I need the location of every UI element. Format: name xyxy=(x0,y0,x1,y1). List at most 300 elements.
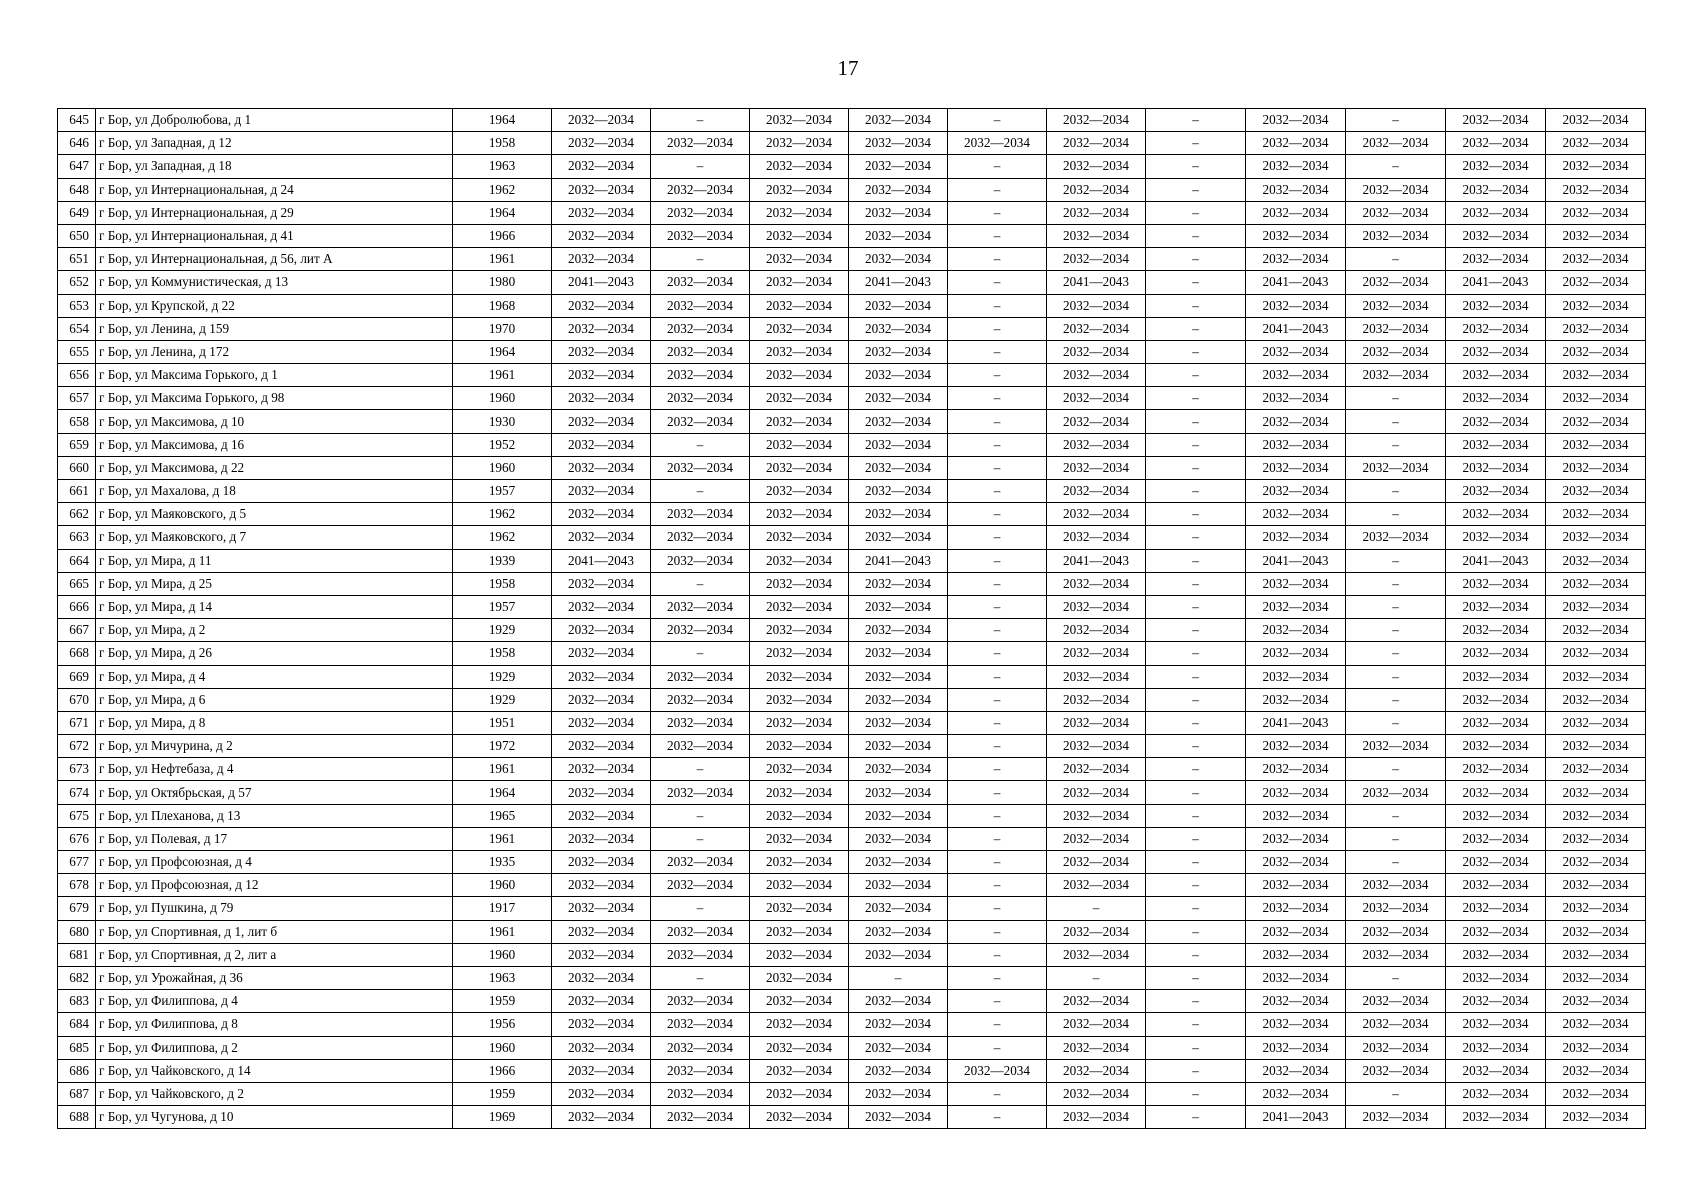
cell-term-4: 2032—2034 xyxy=(849,619,948,642)
cell-address: г Бор, ул Чайковского, д 14 xyxy=(96,1059,453,1082)
cell-build-year: 1956 xyxy=(453,1013,552,1036)
cell-term-4: 2032—2034 xyxy=(849,827,948,850)
cell-term-3: 2032—2034 xyxy=(750,1106,849,1129)
cell-term-8: 2032—2034 xyxy=(1246,410,1346,433)
cell-term-10: 2032—2034 xyxy=(1446,572,1546,595)
cell-term-11: 2032—2034 xyxy=(1546,387,1646,410)
cell-term-6: 2032—2034 xyxy=(1047,1059,1146,1082)
cell-term-4: 2032—2034 xyxy=(849,317,948,340)
cell-term-9: – xyxy=(1346,595,1446,618)
cell-row-number: 645 xyxy=(58,109,96,132)
cell-term-8: 2032—2034 xyxy=(1246,248,1346,271)
cell-term-1: 2032—2034 xyxy=(552,990,651,1013)
cell-build-year: 1957 xyxy=(453,595,552,618)
cell-term-6: 2032—2034 xyxy=(1047,642,1146,665)
cell-build-year: 1960 xyxy=(453,387,552,410)
cell-row-number: 686 xyxy=(58,1059,96,1082)
cell-term-2: – xyxy=(651,758,750,781)
cell-term-10: 2032—2034 xyxy=(1446,109,1546,132)
cell-row-number: 648 xyxy=(58,178,96,201)
cell-term-9: 2032—2034 xyxy=(1346,456,1446,479)
cell-term-5: – xyxy=(948,943,1047,966)
cell-address: г Бор, ул Мира, д 4 xyxy=(96,665,453,688)
cell-term-6: 2032—2034 xyxy=(1047,735,1146,758)
cell-term-7: – xyxy=(1146,178,1246,201)
cell-term-8: 2032—2034 xyxy=(1246,943,1346,966)
cell-term-1: 2032—2034 xyxy=(552,294,651,317)
cell-term-3: 2032—2034 xyxy=(750,456,849,479)
table-row xyxy=(58,897,1646,920)
cell-term-11: 2032—2034 xyxy=(1546,572,1646,595)
cell-build-year: 1935 xyxy=(453,851,552,874)
cell-term-3: 2032—2034 xyxy=(750,340,849,363)
table-row xyxy=(58,1036,1646,1059)
cell-address: г Бор, ул Мира, д 11 xyxy=(96,549,453,572)
cell-term-2: – xyxy=(651,155,750,178)
table-row xyxy=(58,758,1646,781)
cell-term-5: – xyxy=(948,619,1047,642)
cell-row-number: 677 xyxy=(58,851,96,874)
cell-term-7: – xyxy=(1146,201,1246,224)
cell-term-2: – xyxy=(651,109,750,132)
cell-row-number: 664 xyxy=(58,549,96,572)
cell-address: г Бор, ул Маяковского, д 5 xyxy=(96,503,453,526)
cell-term-9: – xyxy=(1346,804,1446,827)
cell-term-10: 2032—2034 xyxy=(1446,665,1546,688)
cell-term-6: 2032—2034 xyxy=(1047,990,1146,1013)
cell-term-3: 2032—2034 xyxy=(750,990,849,1013)
cell-term-2: 2032—2034 xyxy=(651,920,750,943)
cell-term-3: 2032—2034 xyxy=(750,410,849,433)
cell-term-3: 2032—2034 xyxy=(750,642,849,665)
cell-term-3: 2032—2034 xyxy=(750,1013,849,1036)
cell-term-6: 2032—2034 xyxy=(1047,178,1146,201)
cell-term-8: 2032—2034 xyxy=(1246,433,1346,456)
cell-term-7: – xyxy=(1146,966,1246,989)
cell-term-5: – xyxy=(948,503,1047,526)
cell-term-5: – xyxy=(948,224,1047,247)
cell-term-1: 2032—2034 xyxy=(552,480,651,503)
cell-term-2: 2032—2034 xyxy=(651,1082,750,1105)
cell-term-9: 2032—2034 xyxy=(1346,1013,1446,1036)
cell-address: г Бор, ул Чугунова, д 10 xyxy=(96,1106,453,1129)
cell-build-year: 1966 xyxy=(453,224,552,247)
cell-term-4: 2032—2034 xyxy=(849,688,948,711)
cell-term-10: 2032—2034 xyxy=(1446,480,1546,503)
cell-term-11: 2032—2034 xyxy=(1546,920,1646,943)
cell-term-10: 2032—2034 xyxy=(1446,688,1546,711)
table-row xyxy=(58,549,1646,572)
cell-term-5: – xyxy=(948,109,1047,132)
cell-build-year: 1966 xyxy=(453,1059,552,1082)
cell-term-4: 2032—2034 xyxy=(849,410,948,433)
cell-term-7: – xyxy=(1146,410,1246,433)
cell-term-3: 2032—2034 xyxy=(750,294,849,317)
cell-term-6: 2032—2034 xyxy=(1047,433,1146,456)
cell-term-2: 2032—2034 xyxy=(651,619,750,642)
cell-term-6: 2032—2034 xyxy=(1047,1036,1146,1059)
cell-term-6: 2041—2043 xyxy=(1047,271,1146,294)
cell-term-4: 2032—2034 xyxy=(849,781,948,804)
cell-term-9: – xyxy=(1346,851,1446,874)
table-row xyxy=(58,224,1646,247)
cell-row-number: 662 xyxy=(58,503,96,526)
cell-term-9: 2032—2034 xyxy=(1346,317,1446,340)
cell-term-8: 2032—2034 xyxy=(1246,155,1346,178)
cell-term-2: 2032—2034 xyxy=(651,364,750,387)
cell-row-number: 688 xyxy=(58,1106,96,1129)
cell-term-1: 2032—2034 xyxy=(552,619,651,642)
cell-term-11: 2032—2034 xyxy=(1546,109,1646,132)
cell-row-number: 655 xyxy=(58,340,96,363)
cell-term-2: 2032—2034 xyxy=(651,456,750,479)
cell-term-3: 2032—2034 xyxy=(750,155,849,178)
cell-term-11: 2032—2034 xyxy=(1546,480,1646,503)
cell-term-1: 2032—2034 xyxy=(552,827,651,850)
cell-term-8: 2032—2034 xyxy=(1246,132,1346,155)
cell-term-6: 2032—2034 xyxy=(1047,711,1146,734)
cell-term-8: 2032—2034 xyxy=(1246,735,1346,758)
housing-register-table xyxy=(57,108,1646,1129)
cell-build-year: 1958 xyxy=(453,132,552,155)
cell-term-9: – xyxy=(1346,155,1446,178)
cell-term-4: 2041—2043 xyxy=(849,549,948,572)
table-row xyxy=(58,1082,1646,1105)
cell-term-1: 2032—2034 xyxy=(552,572,651,595)
cell-term-9: 2032—2034 xyxy=(1346,943,1446,966)
cell-address: г Бор, ул Максимова, д 10 xyxy=(96,410,453,433)
table-row xyxy=(58,248,1646,271)
cell-address: г Бор, ул Махалова, д 18 xyxy=(96,480,453,503)
cell-row-number: 653 xyxy=(58,294,96,317)
cell-address: г Бор, ул Профсоюзная, д 4 xyxy=(96,851,453,874)
cell-build-year: 1968 xyxy=(453,294,552,317)
cell-term-11: 2032—2034 xyxy=(1546,897,1646,920)
cell-term-2: 2032—2034 xyxy=(651,735,750,758)
cell-term-11: 2032—2034 xyxy=(1546,271,1646,294)
cell-term-5: – xyxy=(948,758,1047,781)
cell-term-9: – xyxy=(1346,711,1446,734)
cell-term-3: 2032—2034 xyxy=(750,526,849,549)
cell-row-number: 671 xyxy=(58,711,96,734)
cell-address: г Бор, ул Мира, д 6 xyxy=(96,688,453,711)
cell-row-number: 674 xyxy=(58,781,96,804)
cell-term-11: 2032—2034 xyxy=(1546,248,1646,271)
cell-term-5: – xyxy=(948,665,1047,688)
cell-term-8: 2032—2034 xyxy=(1246,642,1346,665)
cell-address: г Бор, ул Урожайная, д 36 xyxy=(96,966,453,989)
cell-term-1: 2032—2034 xyxy=(552,1059,651,1082)
cell-term-6: 2032—2034 xyxy=(1047,1013,1146,1036)
cell-term-2: 2032—2034 xyxy=(651,851,750,874)
cell-term-10: 2032—2034 xyxy=(1446,595,1546,618)
cell-term-2: 2032—2034 xyxy=(651,178,750,201)
cell-row-number: 683 xyxy=(58,990,96,1013)
cell-term-1: 2032—2034 xyxy=(552,735,651,758)
cell-build-year: 1930 xyxy=(453,410,552,433)
cell-row-number: 651 xyxy=(58,248,96,271)
cell-term-9: 2032—2034 xyxy=(1346,364,1446,387)
cell-term-5: – xyxy=(948,480,1047,503)
cell-term-10: 2032—2034 xyxy=(1446,526,1546,549)
cell-term-4: 2032—2034 xyxy=(849,456,948,479)
cell-term-2: 2032—2034 xyxy=(651,943,750,966)
table-row xyxy=(58,851,1646,874)
cell-term-6: 2032—2034 xyxy=(1047,410,1146,433)
cell-term-11: 2032—2034 xyxy=(1546,827,1646,850)
cell-build-year: 1964 xyxy=(453,109,552,132)
table-row xyxy=(58,874,1646,897)
table-row xyxy=(58,317,1646,340)
cell-build-year: 1961 xyxy=(453,364,552,387)
cell-term-7: – xyxy=(1146,433,1246,456)
table-row xyxy=(58,642,1646,665)
cell-term-8: 2032—2034 xyxy=(1246,503,1346,526)
cell-term-10: 2032—2034 xyxy=(1446,990,1546,1013)
cell-term-7: – xyxy=(1146,688,1246,711)
cell-term-1: 2032—2034 xyxy=(552,364,651,387)
cell-address: г Бор, ул Ленина, д 159 xyxy=(96,317,453,340)
cell-term-8: 2032—2034 xyxy=(1246,201,1346,224)
cell-term-3: 2032—2034 xyxy=(750,735,849,758)
cell-term-8: 2032—2034 xyxy=(1246,990,1346,1013)
cell-term-11: 2032—2034 xyxy=(1546,201,1646,224)
cell-term-1: 2032—2034 xyxy=(552,503,651,526)
cell-term-7: – xyxy=(1146,804,1246,827)
cell-term-5: – xyxy=(948,456,1047,479)
cell-term-9: 2032—2034 xyxy=(1346,920,1446,943)
cell-term-7: – xyxy=(1146,572,1246,595)
cell-term-3: 2032—2034 xyxy=(750,897,849,920)
cell-term-7: – xyxy=(1146,387,1246,410)
table-row xyxy=(58,572,1646,595)
cell-term-10: 2032—2034 xyxy=(1446,340,1546,363)
cell-term-8: 2032—2034 xyxy=(1246,619,1346,642)
cell-build-year: 1951 xyxy=(453,711,552,734)
cell-term-11: 2032—2034 xyxy=(1546,364,1646,387)
cell-term-1: 2032—2034 xyxy=(552,132,651,155)
cell-term-3: 2032—2034 xyxy=(750,271,849,294)
cell-term-9: – xyxy=(1346,387,1446,410)
cell-term-8: 2032—2034 xyxy=(1246,897,1346,920)
cell-term-6: 2032—2034 xyxy=(1047,364,1146,387)
cell-term-6: 2032—2034 xyxy=(1047,480,1146,503)
cell-term-5: – xyxy=(948,781,1047,804)
cell-term-5: – xyxy=(948,1082,1047,1105)
cell-term-5: – xyxy=(948,874,1047,897)
cell-term-3: 2032—2034 xyxy=(750,224,849,247)
cell-term-9: 2032—2034 xyxy=(1346,1036,1446,1059)
cell-term-2: 2032—2034 xyxy=(651,410,750,433)
cell-term-8: 2032—2034 xyxy=(1246,827,1346,850)
cell-term-5: – xyxy=(948,549,1047,572)
table-row xyxy=(58,711,1646,734)
cell-term-10: 2032—2034 xyxy=(1446,201,1546,224)
cell-address: г Бор, ул Добролюбова, д 1 xyxy=(96,109,453,132)
cell-term-10: 2032—2034 xyxy=(1446,364,1546,387)
cell-build-year: 1961 xyxy=(453,920,552,943)
cell-term-2: 2032—2034 xyxy=(651,1013,750,1036)
cell-term-6: 2032—2034 xyxy=(1047,943,1146,966)
cell-term-6: 2032—2034 xyxy=(1047,665,1146,688)
cell-term-7: – xyxy=(1146,827,1246,850)
cell-term-3: 2032—2034 xyxy=(750,1036,849,1059)
cell-term-10: 2032—2034 xyxy=(1446,711,1546,734)
table-row xyxy=(58,456,1646,479)
cell-term-8: 2032—2034 xyxy=(1246,480,1346,503)
cell-term-1: 2032—2034 xyxy=(552,109,651,132)
cell-term-4: 2032—2034 xyxy=(849,178,948,201)
cell-build-year: 1958 xyxy=(453,642,552,665)
cell-term-9: – xyxy=(1346,619,1446,642)
cell-row-number: 667 xyxy=(58,619,96,642)
cell-row-number: 650 xyxy=(58,224,96,247)
cell-term-10: 2032—2034 xyxy=(1446,503,1546,526)
cell-build-year: 1962 xyxy=(453,178,552,201)
cell-term-4: 2032—2034 xyxy=(849,1059,948,1082)
cell-address: г Бор, ул Западная, д 12 xyxy=(96,132,453,155)
cell-term-6: 2032—2034 xyxy=(1047,758,1146,781)
cell-term-4: 2032—2034 xyxy=(849,480,948,503)
cell-term-1: 2032—2034 xyxy=(552,1036,651,1059)
cell-address: г Бор, ул Интернациональная, д 56, лит А xyxy=(96,248,453,271)
cell-term-5: – xyxy=(948,433,1047,456)
table-row xyxy=(58,781,1646,804)
cell-term-2: 2032—2034 xyxy=(651,1059,750,1082)
cell-term-5: – xyxy=(948,294,1047,317)
cell-address: г Бор, ул Крупской, д 22 xyxy=(96,294,453,317)
cell-build-year: 1969 xyxy=(453,1106,552,1129)
cell-term-5: – xyxy=(948,155,1047,178)
cell-term-5: – xyxy=(948,735,1047,758)
cell-term-9: – xyxy=(1346,433,1446,456)
cell-term-2: 2032—2034 xyxy=(651,595,750,618)
cell-term-1: 2032—2034 xyxy=(552,224,651,247)
cell-term-4: 2032—2034 xyxy=(849,294,948,317)
cell-row-number: 676 xyxy=(58,827,96,850)
cell-term-5: – xyxy=(948,1036,1047,1059)
table-row xyxy=(58,364,1646,387)
cell-term-2: – xyxy=(651,642,750,665)
cell-term-6: 2032—2034 xyxy=(1047,1082,1146,1105)
cell-address: г Бор, ул Плеханова, д 13 xyxy=(96,804,453,827)
cell-row-number: 652 xyxy=(58,271,96,294)
cell-build-year: 1963 xyxy=(453,966,552,989)
cell-build-year: 1965 xyxy=(453,804,552,827)
table-row xyxy=(58,132,1646,155)
cell-term-7: – xyxy=(1146,990,1246,1013)
cell-build-year: 1917 xyxy=(453,897,552,920)
cell-term-10: 2032—2034 xyxy=(1446,920,1546,943)
cell-term-8: 2032—2034 xyxy=(1246,1013,1346,1036)
cell-row-number: 658 xyxy=(58,410,96,433)
cell-term-6: 2032—2034 xyxy=(1047,201,1146,224)
cell-term-11: 2032—2034 xyxy=(1546,758,1646,781)
cell-term-8: 2032—2034 xyxy=(1246,526,1346,549)
cell-build-year: 1964 xyxy=(453,340,552,363)
cell-build-year: 1960 xyxy=(453,456,552,479)
cell-term-11: 2032—2034 xyxy=(1546,688,1646,711)
cell-term-11: 2032—2034 xyxy=(1546,549,1646,572)
cell-term-11: 2032—2034 xyxy=(1546,1106,1646,1129)
cell-term-10: 2032—2034 xyxy=(1446,1082,1546,1105)
cell-term-1: 2032—2034 xyxy=(552,410,651,433)
cell-term-5: – xyxy=(948,1013,1047,1036)
cell-term-3: 2032—2034 xyxy=(750,549,849,572)
cell-row-number: 670 xyxy=(58,688,96,711)
cell-row-number: 685 xyxy=(58,1036,96,1059)
cell-term-5: – xyxy=(948,966,1047,989)
cell-build-year: 1962 xyxy=(453,503,552,526)
cell-term-9: 2032—2034 xyxy=(1346,201,1446,224)
table-row xyxy=(58,804,1646,827)
cell-build-year: 1958 xyxy=(453,572,552,595)
cell-term-1: 2032—2034 xyxy=(552,595,651,618)
cell-term-11: 2032—2034 xyxy=(1546,433,1646,456)
table-row xyxy=(58,387,1646,410)
cell-term-1: 2032—2034 xyxy=(552,966,651,989)
cell-term-8: 2032—2034 xyxy=(1246,456,1346,479)
cell-term-3: 2032—2034 xyxy=(750,572,849,595)
cell-address: г Бор, ул Мира, д 14 xyxy=(96,595,453,618)
cell-term-9: – xyxy=(1346,480,1446,503)
cell-term-11: 2032—2034 xyxy=(1546,966,1646,989)
cell-term-4: 2032—2034 xyxy=(849,224,948,247)
cell-term-7: – xyxy=(1146,851,1246,874)
cell-term-4: 2032—2034 xyxy=(849,1036,948,1059)
cell-build-year: 1961 xyxy=(453,758,552,781)
cell-address: г Бор, ул Мира, д 26 xyxy=(96,642,453,665)
cell-term-7: – xyxy=(1146,526,1246,549)
table-row xyxy=(58,920,1646,943)
cell-term-9: 2032—2034 xyxy=(1346,874,1446,897)
cell-term-7: – xyxy=(1146,340,1246,363)
cell-term-3: 2032—2034 xyxy=(750,874,849,897)
cell-term-4: 2032—2034 xyxy=(849,503,948,526)
cell-term-5: 2032—2034 xyxy=(948,1059,1047,1082)
cell-term-4: 2032—2034 xyxy=(849,109,948,132)
cell-term-6: 2032—2034 xyxy=(1047,572,1146,595)
cell-term-8: 2032—2034 xyxy=(1246,1059,1346,1082)
cell-term-1: 2032—2034 xyxy=(552,642,651,665)
cell-address: г Бор, ул Мира, д 2 xyxy=(96,619,453,642)
cell-row-number: 649 xyxy=(58,201,96,224)
cell-address: г Бор, ул Филиппова, д 4 xyxy=(96,990,453,1013)
cell-term-8: 2041—2043 xyxy=(1246,711,1346,734)
cell-row-number: 661 xyxy=(58,480,96,503)
cell-row-number: 673 xyxy=(58,758,96,781)
cell-address: г Бор, ул Полевая, д 17 xyxy=(96,827,453,850)
cell-term-9: – xyxy=(1346,758,1446,781)
cell-term-6: 2032—2034 xyxy=(1047,109,1146,132)
cell-term-1: 2032—2034 xyxy=(552,178,651,201)
cell-term-11: 2032—2034 xyxy=(1546,781,1646,804)
cell-term-2: 2032—2034 xyxy=(651,526,750,549)
cell-term-2: 2032—2034 xyxy=(651,340,750,363)
cell-term-7: – xyxy=(1146,456,1246,479)
cell-term-6: 2032—2034 xyxy=(1047,804,1146,827)
cell-term-4: 2032—2034 xyxy=(849,572,948,595)
cell-term-1: 2032—2034 xyxy=(552,758,651,781)
cell-term-6: 2032—2034 xyxy=(1047,224,1146,247)
cell-address: г Бор, ул Западная, д 18 xyxy=(96,155,453,178)
cell-address: г Бор, ул Филиппова, д 8 xyxy=(96,1013,453,1036)
cell-term-1: 2032—2034 xyxy=(552,688,651,711)
cell-term-6: 2041—2043 xyxy=(1047,549,1146,572)
cell-term-4: 2032—2034 xyxy=(849,735,948,758)
cell-term-6: 2032—2034 xyxy=(1047,248,1146,271)
cell-term-11: 2032—2034 xyxy=(1546,665,1646,688)
